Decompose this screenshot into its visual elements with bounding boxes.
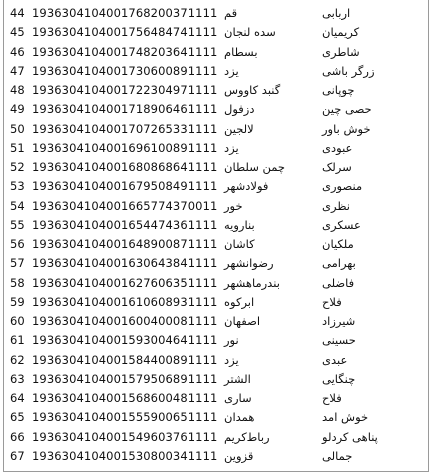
family-name: حسینی bbox=[322, 333, 356, 348]
row-number: 64 bbox=[10, 391, 25, 405]
city-name: دزفول bbox=[224, 102, 255, 117]
family-name: اربابی bbox=[322, 6, 351, 20]
record-code: 1936304104001627606351111 bbox=[32, 275, 218, 290]
city-name: قزوین bbox=[224, 448, 254, 463]
city-name: یزد bbox=[224, 140, 239, 155]
city-name: رضوانشهر bbox=[224, 256, 274, 271]
city-name: کاشان bbox=[224, 237, 255, 251]
row-number: 46 bbox=[10, 44, 25, 59]
row-number: 56 bbox=[10, 237, 25, 251]
table-row bbox=[4, 273, 428, 293]
record-code: 1936304104001648900871111 bbox=[32, 237, 218, 251]
row-number: 47 bbox=[10, 63, 25, 78]
record-code: 1936304104001730600891111 bbox=[32, 63, 218, 78]
family-name: خوش باور bbox=[322, 121, 371, 136]
table-row bbox=[4, 330, 428, 350]
table-row bbox=[4, 61, 428, 81]
row-number: 62 bbox=[10, 352, 25, 367]
city-name: چمن سلطان bbox=[224, 160, 285, 174]
city-name: بنارویه bbox=[224, 217, 255, 232]
table-row bbox=[4, 138, 428, 158]
table-row bbox=[4, 99, 428, 119]
row-number: 57 bbox=[10, 256, 25, 271]
table-row bbox=[4, 196, 428, 216]
row-number: 54 bbox=[10, 198, 25, 213]
table-row bbox=[4, 311, 428, 331]
record-code: 1936304104001584400891111 bbox=[32, 352, 218, 367]
row-number: 49 bbox=[10, 102, 25, 117]
row-number: 44 bbox=[10, 6, 25, 20]
table-row bbox=[4, 350, 428, 370]
family-name: زرگر باشی bbox=[322, 63, 375, 78]
row-number: 51 bbox=[10, 140, 25, 155]
family-name: منصوری bbox=[322, 179, 363, 194]
city-name: یزد bbox=[224, 352, 239, 367]
record-code: 1936304104001600400081111 bbox=[32, 314, 218, 328]
row-number: 48 bbox=[10, 83, 25, 97]
record-code: 1936304104001593004641111 bbox=[32, 333, 218, 348]
family-name: شیرزاد bbox=[322, 314, 356, 328]
record-code: 1936304104001768200371111 bbox=[32, 6, 218, 20]
table-row bbox=[4, 176, 428, 196]
city-name: گنبد کاووس bbox=[224, 83, 281, 97]
city-name: سده لنجان bbox=[224, 25, 276, 40]
city-name: رباط‌کریم bbox=[224, 429, 270, 444]
row-number: 60 bbox=[10, 314, 25, 328]
family-name: فلاح bbox=[322, 391, 342, 405]
table-row bbox=[4, 234, 428, 254]
record-code: 1936304104001679508491111 bbox=[32, 179, 218, 194]
record-code: 1936304104001530800341111 bbox=[32, 448, 218, 463]
table-row bbox=[4, 427, 428, 447]
record-code: 1936304104001748203641111 bbox=[32, 44, 218, 59]
family-name: شاطری bbox=[322, 44, 360, 59]
city-name: ساری bbox=[224, 391, 252, 405]
row-number: 65 bbox=[10, 410, 25, 425]
row-number: 58 bbox=[10, 275, 25, 290]
table-row bbox=[4, 292, 428, 312]
record-code: 1936304104001630643841111 bbox=[32, 256, 218, 271]
city-name: ابرکوه bbox=[224, 294, 255, 309]
family-name: فلاح bbox=[322, 294, 342, 309]
table-row bbox=[4, 119, 428, 139]
city-name: خور bbox=[224, 198, 243, 213]
city-name: قم bbox=[224, 6, 238, 20]
record-code: 1936304104001555900651111 bbox=[32, 410, 218, 425]
record-code: 1936304104001696100891111 bbox=[32, 140, 218, 155]
city-name: بندرماهشهر bbox=[224, 275, 280, 290]
family-name: بهرامی bbox=[322, 256, 356, 271]
table-row bbox=[4, 388, 428, 408]
table-row bbox=[4, 22, 428, 42]
family-name: چوپانی bbox=[322, 83, 355, 97]
row-number: 63 bbox=[10, 371, 25, 386]
record-code: 1936304104001610608931111 bbox=[32, 294, 218, 309]
family-name: عسکری bbox=[322, 217, 361, 232]
city-name: نور bbox=[224, 333, 239, 348]
family-name: سرلک bbox=[322, 160, 352, 174]
family-name: فاضلی bbox=[322, 275, 355, 290]
record-code: 1936304104001718906461111 bbox=[32, 102, 218, 117]
family-name: پناهی کردلو bbox=[322, 429, 378, 444]
table-row bbox=[4, 253, 428, 273]
table-row bbox=[4, 42, 428, 62]
row-number: 67 bbox=[10, 448, 25, 463]
row-number: 55 bbox=[10, 217, 25, 232]
family-name: جمالی bbox=[322, 448, 353, 463]
city-name: فولادشهر bbox=[224, 179, 269, 194]
city-name: لالجین bbox=[224, 121, 254, 136]
table-row bbox=[4, 446, 428, 466]
record-code: 1936304104001722304971111 bbox=[32, 83, 218, 97]
city-name: الشتر bbox=[224, 371, 251, 386]
family-name: کریمیان bbox=[322, 25, 360, 40]
row-number: 59 bbox=[10, 294, 25, 309]
family-name: نظری bbox=[322, 198, 350, 213]
table-row bbox=[4, 407, 428, 427]
record-code: 1936304104001579506891111 bbox=[32, 371, 218, 386]
city-name: یزد bbox=[224, 63, 239, 78]
row-number: 66 bbox=[10, 429, 25, 444]
family-name: خوش امد bbox=[322, 410, 369, 425]
row-number: 61 bbox=[10, 333, 25, 348]
table-row bbox=[4, 215, 428, 235]
family-name: عبدی bbox=[322, 352, 348, 367]
row-number: 45 bbox=[10, 25, 25, 40]
family-name: عبودی bbox=[322, 140, 353, 155]
record-code: 1936304104001654474361111 bbox=[32, 217, 218, 232]
table-row bbox=[4, 157, 428, 177]
city-name: اصفهان bbox=[224, 314, 261, 328]
city-name: بسطام bbox=[224, 44, 258, 59]
record-code: 1936304104001680868641111 bbox=[32, 160, 218, 174]
records-table bbox=[3, 0, 429, 472]
table-row bbox=[4, 369, 428, 389]
family-name: ملکیان bbox=[322, 237, 354, 251]
record-code: 1936304104001665774370011 bbox=[32, 198, 218, 213]
city-name: همدان bbox=[224, 410, 255, 425]
record-code: 1936304104001549603761111 bbox=[32, 429, 218, 444]
row-number: 52 bbox=[10, 160, 25, 174]
family-name: حصی چین bbox=[322, 102, 372, 117]
row-number: 50 bbox=[10, 121, 25, 136]
table-row bbox=[4, 3, 428, 23]
family-name: چنگایی bbox=[322, 371, 356, 386]
table-row bbox=[4, 80, 428, 100]
record-code: 1936304104001707265331111 bbox=[32, 121, 218, 136]
record-code: 1936304104001568600481111 bbox=[32, 391, 218, 405]
record-code: 1936304104001756484741111 bbox=[32, 25, 218, 40]
row-number: 53 bbox=[10, 179, 25, 194]
